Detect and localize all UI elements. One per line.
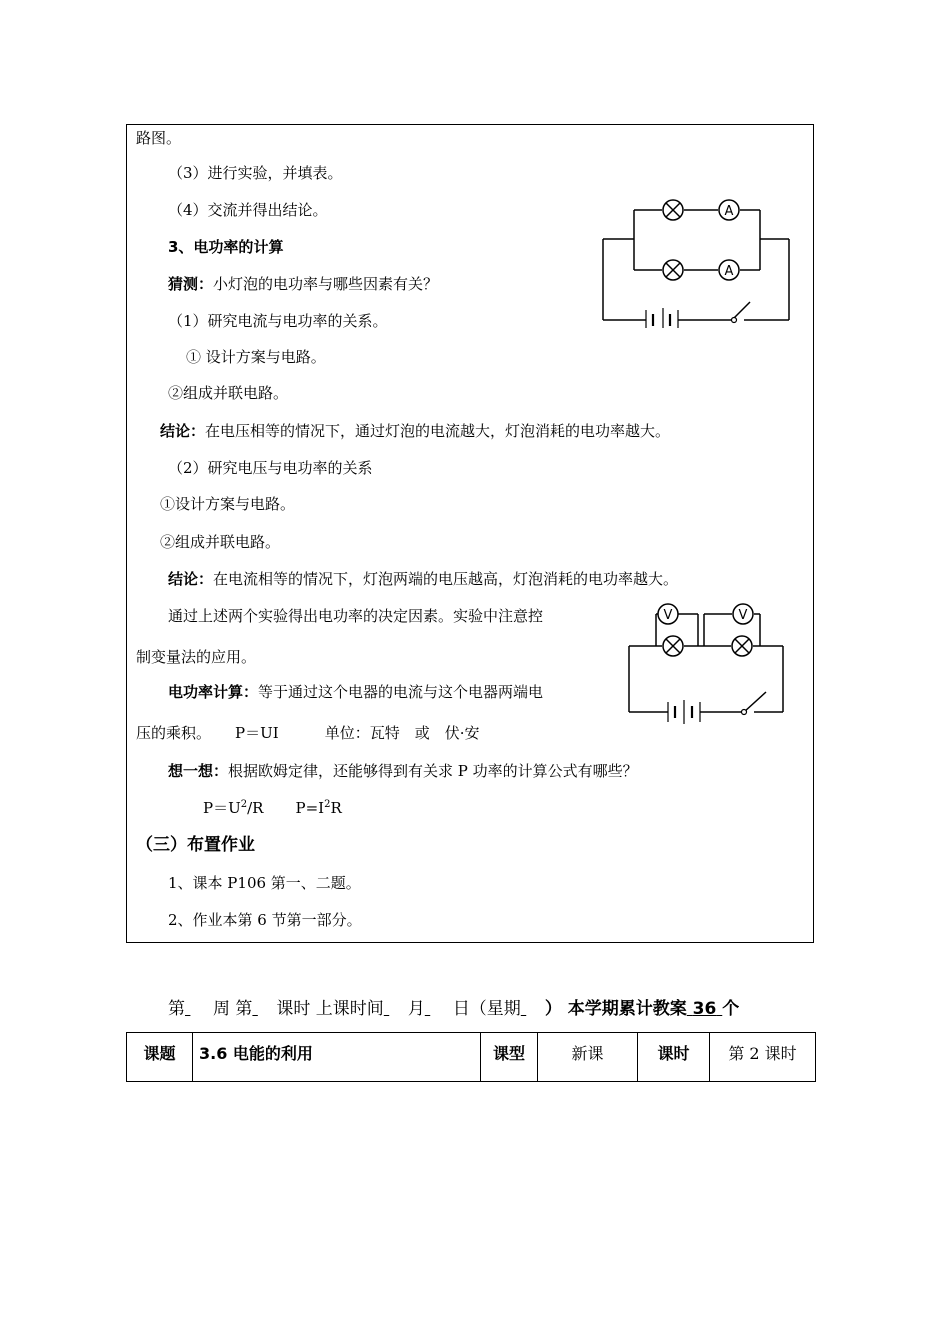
text-line: （3）进行实验，并填表。 (168, 164, 343, 182)
formula-line (203, 798, 342, 818)
formula-1-exponent: 2 (240, 799, 248, 810)
schedule-text: 个 (722, 999, 740, 1019)
conclusion-label: 结论： (168, 570, 214, 588)
type-value: 新课 (538, 1033, 638, 1082)
schedule-text: 课时 上课时间 (276, 999, 384, 1019)
think-label: 想一想： (168, 762, 229, 780)
formula-2-rest: R (330, 799, 342, 817)
schedule-text: 月 (407, 999, 425, 1019)
think-text: 根据欧姆定律，还能够得到有关求 P 功率的计算公式有哪些？ (228, 762, 638, 780)
table-row (127, 1033, 816, 1082)
text-line: ① 设计方案与电路。 (186, 348, 326, 366)
formula-1-rest: /R (247, 799, 264, 817)
formula-2-base: P=I (295, 799, 325, 817)
think-line (168, 761, 638, 781)
lesson-count (687, 999, 723, 1019)
calc-line (168, 682, 543, 702)
text-line: ①设计方案与电路。 (160, 495, 296, 513)
calc-line-2 (136, 723, 479, 743)
calc-unit: 单位：瓦特 或 伏·安 (324, 724, 480, 742)
formula-2-exponent: 2 (324, 799, 331, 810)
text-line: （1）研究电流与电功率的关系。 (168, 312, 388, 330)
guess-text: 小灯泡的电功率与哪些因素有关？ (213, 275, 439, 293)
schedule-text: 第 (168, 999, 185, 1019)
circuit-diagram-voltmeters (626, 600, 788, 724)
schedule-line (168, 997, 739, 1021)
conclusion-label: 结论： (160, 422, 206, 440)
calc-text: 等于通过这个电器的电流与这个电器两端电 (258, 683, 544, 701)
guess-label: 猜测： (168, 275, 214, 293)
blank-month[interactable] (384, 997, 408, 1021)
blank-week[interactable] (185, 997, 213, 1021)
voltmeter-label: V (738, 608, 748, 623)
lesson-count-value: 36 (692, 999, 717, 1019)
schedule-text: ） 本学期累计教案 (544, 999, 687, 1019)
schedule-text: 周 第 (213, 999, 253, 1019)
blank-weekday[interactable] (521, 997, 545, 1021)
calc-label: 电功率计算： (168, 683, 259, 701)
topic-value: 3.6 电能的利用 (193, 1033, 481, 1082)
text-line: 制变量法的应用。 (136, 648, 257, 666)
text-line: 路图。 (136, 129, 182, 147)
text-line: （4）交流并得出结论。 (168, 201, 328, 219)
period-value: 第 2 课时 (710, 1033, 816, 1082)
homework-item: 1、课本 P106 第一、二题。 (168, 874, 361, 892)
lesson-info-table (126, 1032, 816, 1082)
section-heading: 3、电功率的计算 (168, 238, 284, 256)
calc-text-2: 压的乘积。 (136, 724, 212, 742)
formula-1 (203, 799, 263, 817)
calc-formula: P＝UI (235, 724, 279, 742)
period-label: 课时 (638, 1033, 710, 1082)
text-line: ②组成并联电路。 (168, 384, 289, 402)
conclusion-text: 在电流相等的情况下，灯泡两端的电压越高，灯泡消耗的电功率越大。 (213, 570, 679, 588)
text-line: ②组成并联电路。 (160, 533, 281, 551)
section-title: （三）布置作业 (136, 835, 255, 855)
formula-1-base: P＝U (203, 799, 241, 817)
topic-label: 课题 (127, 1033, 193, 1082)
circuit-diagram-ammeters (600, 198, 795, 328)
ammeter-label: A (724, 264, 734, 279)
blank-period[interactable] (252, 997, 276, 1021)
conclusion-line (160, 421, 670, 441)
blank-day[interactable] (425, 997, 453, 1021)
formula-2 (295, 799, 341, 817)
homework-item: 2、作业本第 6 节第一部分。 (168, 911, 362, 929)
conclusion-line (168, 569, 678, 589)
guess-line (168, 274, 438, 294)
text-line: （2）研究电压与电功率的关系 (168, 459, 373, 477)
conclusion-text: 在电压相等的情况下，通过灯泡的电流越大，灯泡消耗的电功率越大。 (205, 422, 671, 440)
text-line: 通过上述两个实验得出电功率的决定因素。实验中注意控 (168, 607, 544, 625)
voltmeter-label: V (663, 608, 673, 623)
type-label: 课型 (481, 1033, 538, 1082)
ammeter-label: A (724, 204, 734, 219)
schedule-text: 日（星期 (452, 999, 521, 1019)
